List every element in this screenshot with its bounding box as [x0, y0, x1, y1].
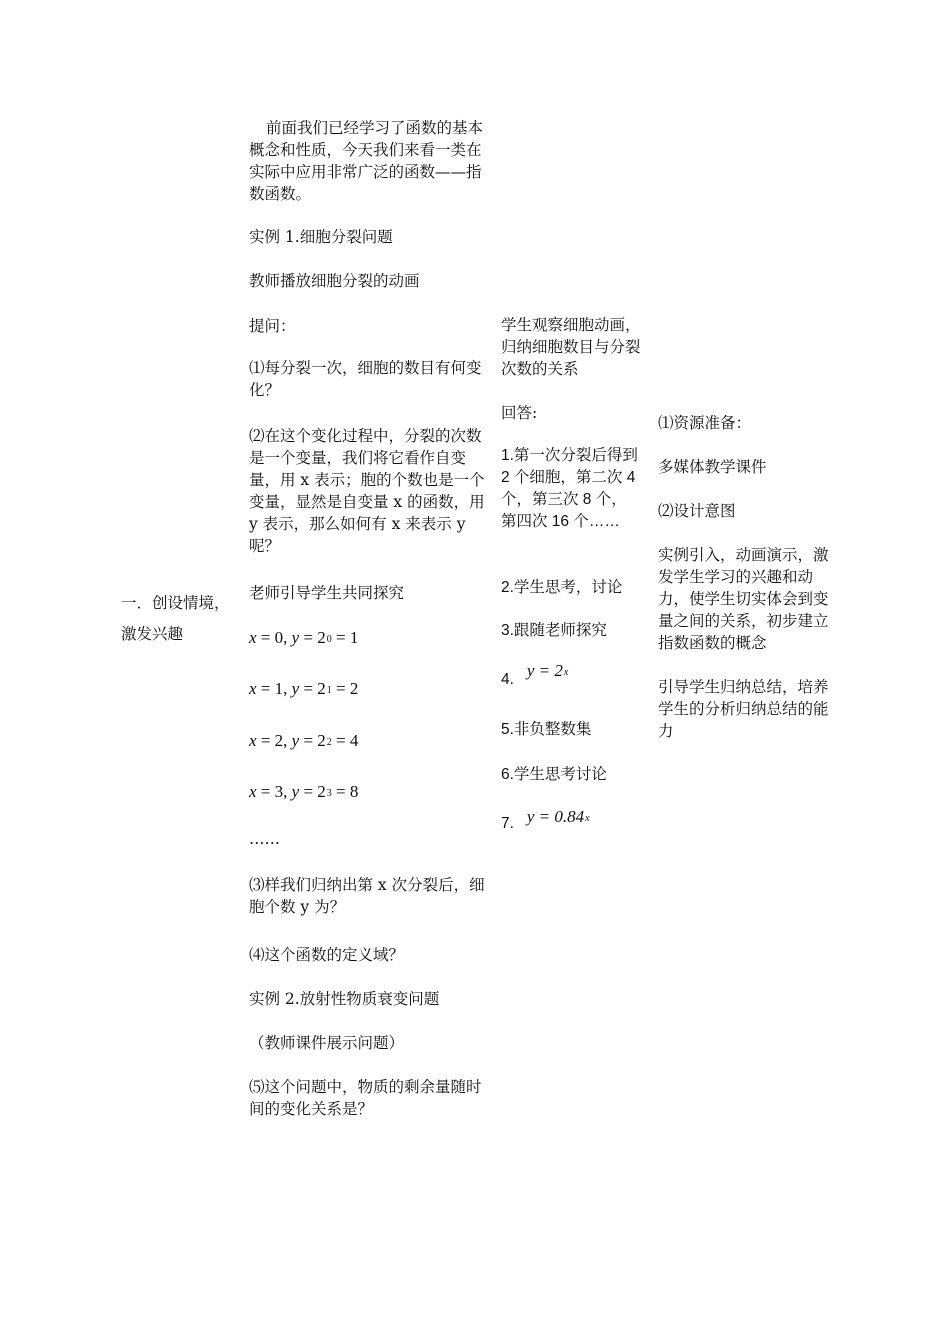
answer-1: 1.第一次分裂后得到 2 个细胞，第二次 4 个，第三次 8 个，第四次 16 个……	[501, 447, 638, 530]
courseware-note: （教师课件展示问题）	[249, 1034, 405, 1052]
answer-3: 3.跟随老师探究	[501, 622, 607, 639]
stage-title: 一．创设情境，	[121, 594, 230, 612]
multimedia-courseware: 多媒体教学课件	[658, 458, 767, 476]
equation-row: x = 3, $y = 2^3 = 8$	[249, 782, 359, 801]
ellipsis: ……	[249, 830, 280, 848]
answer-6: 6.学生思考讨论	[501, 766, 607, 783]
answer-2: 2.学生思考，讨论	[501, 579, 623, 596]
equation-row: x = 0, $y = 2^0 = 1$	[249, 628, 359, 647]
answer-label: 回答:	[501, 404, 538, 422]
resource-prep: ⑴资源准备：	[658, 414, 752, 432]
intro-paragraph: 前面我们已经学习了函数的基本概念和性质，今天我们来看一类在实际中应用非常广泛的函数——指数函数。	[249, 119, 484, 203]
equation-row: x = 1, $y = 2^1 = 2$	[249, 679, 359, 698]
answer-7: 7. $y = 0.84^x$	[501, 807, 590, 832]
teacher-play-animation: 教师播放细胞分裂的动画	[249, 272, 420, 290]
question-2: ⑵在这个变化过程中，分裂的次数是一个变量，我们将它看作自变量，用 x 表示；胞的个数也是一个变量，显然是自变量 x 的函数，用 y 表示，那么如何有 x 来表示 y 呢？	[249, 427, 485, 555]
example-1-heading: 实例 1.细胞分裂问题	[249, 228, 393, 246]
example-2-heading: 实例 2.放射性物质衰变问题	[249, 990, 440, 1008]
guide-explore: 老师引导学生共同探究	[249, 584, 405, 602]
design-intent-1: 实例引入，动画演示，激发学生学习的兴趣和动力，使学生切实体会到变量之间的关系，初步建立指数函数的概念	[658, 546, 829, 652]
question-1: ⑴每分裂一次，细胞的数目有何变化？	[249, 359, 482, 399]
question-label: 提问：	[249, 317, 296, 335]
design-intent-2: 引导学生归纳总结，培养学生的分析归纳总结的能力	[658, 678, 829, 740]
student-observe: 学生观察细胞动画，归纳细胞数目与分裂次数的关系	[501, 316, 641, 378]
equation-row: x = 2, $y = 2^2 = 4$	[249, 731, 359, 750]
question-4: ⑷这个函数的定义域？	[249, 946, 405, 964]
answer-5: 5.非负整数集	[501, 721, 592, 738]
question-5: ⑸这个问题中，物质的剩余量随时间的变化关系是？	[249, 1078, 482, 1118]
stage-title-line2: 激发兴趣	[121, 625, 184, 643]
design-intent-heading: ⑵设计意图	[658, 502, 736, 520]
question-3: ⑶样我们归纳出第 x 次分裂后，细胞个数 y 为？	[249, 876, 485, 916]
answer-4: 4. $y = 2^x$	[501, 661, 569, 688]
